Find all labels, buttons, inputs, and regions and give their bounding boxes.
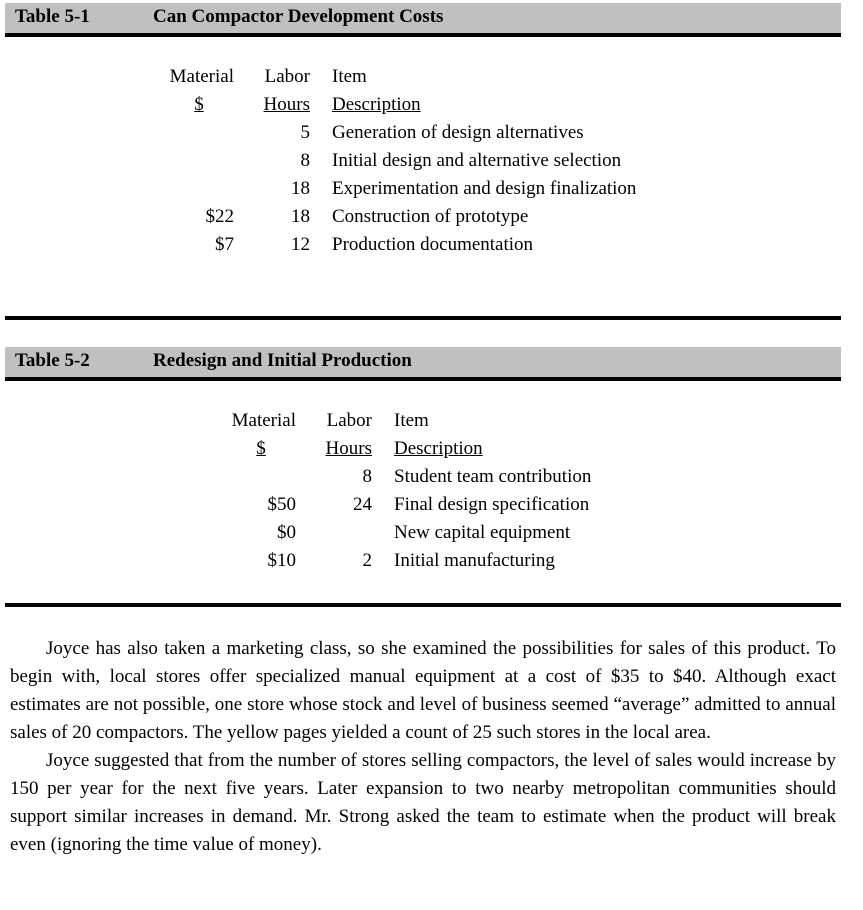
table1-header-bar <box>5 3 841 33</box>
table1-item-header: Item <box>332 66 367 87</box>
table2-top-rule <box>5 377 841 381</box>
table2-description-header: Description <box>394 438 483 459</box>
table1-row3-description: Experimentation and design finalization <box>332 178 637 199</box>
table2-material-header: Material <box>231 410 296 431</box>
table1-bottom-rule <box>5 316 841 320</box>
table1-row4-labor: 18 <box>291 206 310 227</box>
table1-labor-header: Labor <box>264 66 310 87</box>
table2-row4-labor: 2 <box>362 550 372 571</box>
table-row <box>0 119 863 147</box>
table1-header-row-1 <box>0 63 863 91</box>
table2-labor-header: Labor <box>326 410 372 431</box>
table1-row4-material: $22 <box>205 206 234 227</box>
table2-row1-description: Student team contribution <box>394 466 592 487</box>
table2-row4-description: Initial manufacturing <box>394 550 555 571</box>
table1-row2-labor: 8 <box>300 150 310 171</box>
paragraph-2: Joyce suggested that from the number of stores selling compactors, the level of sales would increase by 150 per year for the next five years. Later expansion to two nearby metropolitan communities should support similar increases in demand. Mr. Strong asked the team to estimate when the product will break even (ignoring the time value of money). <box>10 750 836 855</box>
table-row <box>0 203 863 231</box>
table1-header-row-2 <box>0 91 863 119</box>
table1-body <box>0 63 863 259</box>
table2-row3-description: New capital equipment <box>394 522 571 543</box>
table-row <box>0 547 863 575</box>
paragraph-1: Joyce has also taken a marketing class, so she examined the possibilities for sales of this product. To begin with, local stores offer specialized manual equipment at a cost of $35 to $40. Although exact estimates are not possible, one store whose stock and level of business seemed “average” admitted to annual sales of 20 compactors. The yellow pages yielded a count of 25 such stores in the local area. <box>10 638 836 743</box>
table-row <box>0 147 863 175</box>
table2-row3-material: $0 <box>277 522 296 543</box>
table-row <box>0 519 863 547</box>
body-text <box>10 635 836 859</box>
table1-row1-description: Generation of design alternatives <box>332 122 584 143</box>
table2-item-header: Item <box>394 410 429 431</box>
table2-body <box>0 407 863 575</box>
table-row <box>0 463 863 491</box>
table1-material-header: Material <box>169 66 234 87</box>
table1-labor-unit: Hours <box>263 94 310 115</box>
table1-row3-labor: 18 <box>291 178 310 199</box>
table-row <box>0 231 863 259</box>
table2-header-row-2 <box>0 435 863 463</box>
table-row <box>0 491 863 519</box>
table-row <box>0 175 863 203</box>
table2-row4-material: $10 <box>267 550 296 571</box>
table2-number: Table 5-2 <box>15 350 90 371</box>
table1-description-header: Description <box>332 94 421 115</box>
table1-row5-labor: 12 <box>291 234 310 255</box>
table2-bottom-rule <box>5 603 841 607</box>
table1-material-unit: $ <box>194 94 204 115</box>
table1-row5-description: Production documentation <box>332 234 534 255</box>
table1-title: Can Compactor Development Costs <box>153 6 444 27</box>
table2-header-bar <box>5 347 841 377</box>
table1-row4-description: Construction of prototype <box>332 206 529 227</box>
table2-header-row-1 <box>0 407 863 435</box>
table2-labor-unit: Hours <box>325 438 372 459</box>
table1-row5-material: $7 <box>215 234 234 255</box>
table2-row2-description: Final design specification <box>394 494 590 515</box>
table1-row1-labor: 5 <box>300 122 310 143</box>
table1-row2-description: Initial design and alternative selection <box>332 150 622 171</box>
table1-top-rule <box>5 33 841 37</box>
table2-row1-labor: 8 <box>362 466 372 487</box>
table2-row2-material: $50 <box>267 494 296 515</box>
table2-material-unit: $ <box>256 438 266 459</box>
table1-number: Table 5-1 <box>15 6 90 27</box>
table2-row2-labor: 24 <box>353 494 372 515</box>
table2-title: Redesign and Initial Production <box>153 350 412 371</box>
